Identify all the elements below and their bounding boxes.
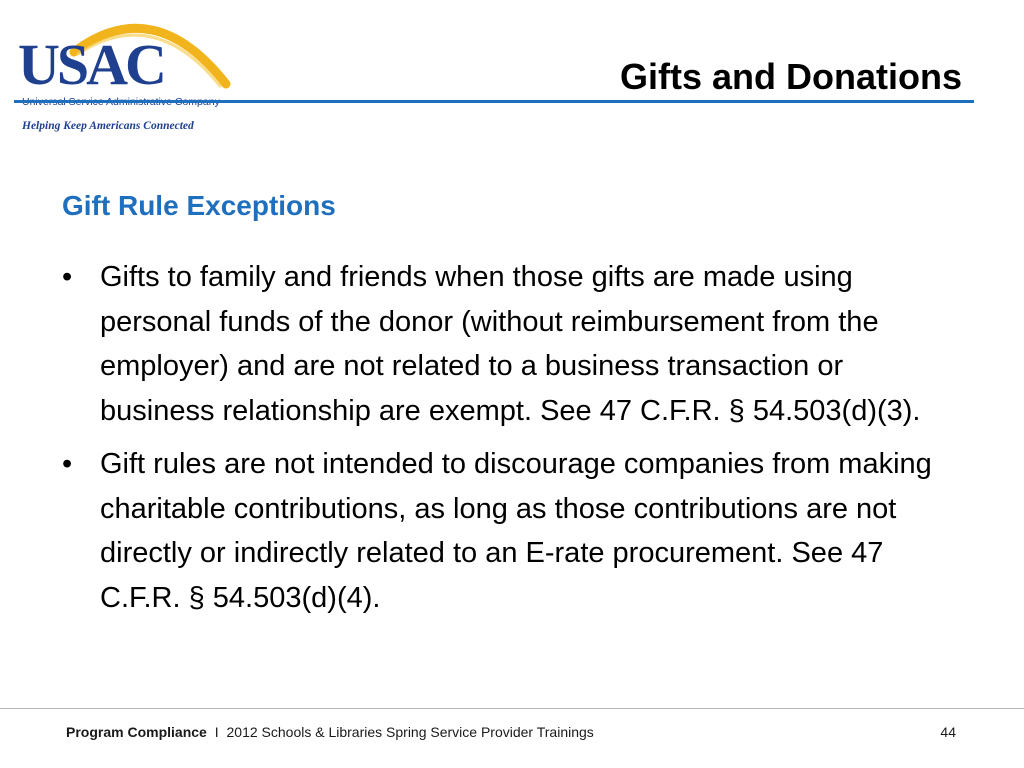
footer-divider bbox=[0, 708, 1024, 709]
section-heading: Gift Rule Exceptions bbox=[62, 190, 336, 221]
bullet-item bbox=[60, 442, 965, 620]
bullet-dot-icon: • bbox=[62, 448, 73, 480]
footer-section: Program Compliance bbox=[66, 724, 207, 740]
logo-tagline: Helping Keep Americans Connected bbox=[22, 120, 194, 132]
footer-separator: I bbox=[214, 724, 219, 740]
slide-title: Gifts and Donations bbox=[620, 56, 962, 97]
logo-wordmark: USAC bbox=[18, 32, 164, 97]
bullet-list bbox=[60, 255, 965, 629]
bullet-text: Gift rules are not intended to discourage companies from making charitable contributions, as long as those contributions are not directly or indirectly related to an E-rate procurement. See 47 C.F.R. § 54.503(d)(4). bbox=[100, 448, 932, 614]
page-number: 44 bbox=[940, 724, 956, 740]
bullet-text: Gifts to family and friends when those gifts are made using personal funds of the donor (without reimbursement from the employer) and are not related to a business transaction or business relationship are exempt. See 47 C.F.R. § 54.503(d)(3). bbox=[100, 261, 921, 427]
footer-event: 2012 Schools & Libraries Spring Service Provider Trainings bbox=[226, 724, 594, 740]
title-divider bbox=[14, 100, 974, 103]
bullet-dot-icon: • bbox=[62, 261, 73, 293]
usac-logo bbox=[14, 14, 244, 132]
bullet-item bbox=[60, 255, 965, 433]
footer-text bbox=[66, 724, 594, 740]
